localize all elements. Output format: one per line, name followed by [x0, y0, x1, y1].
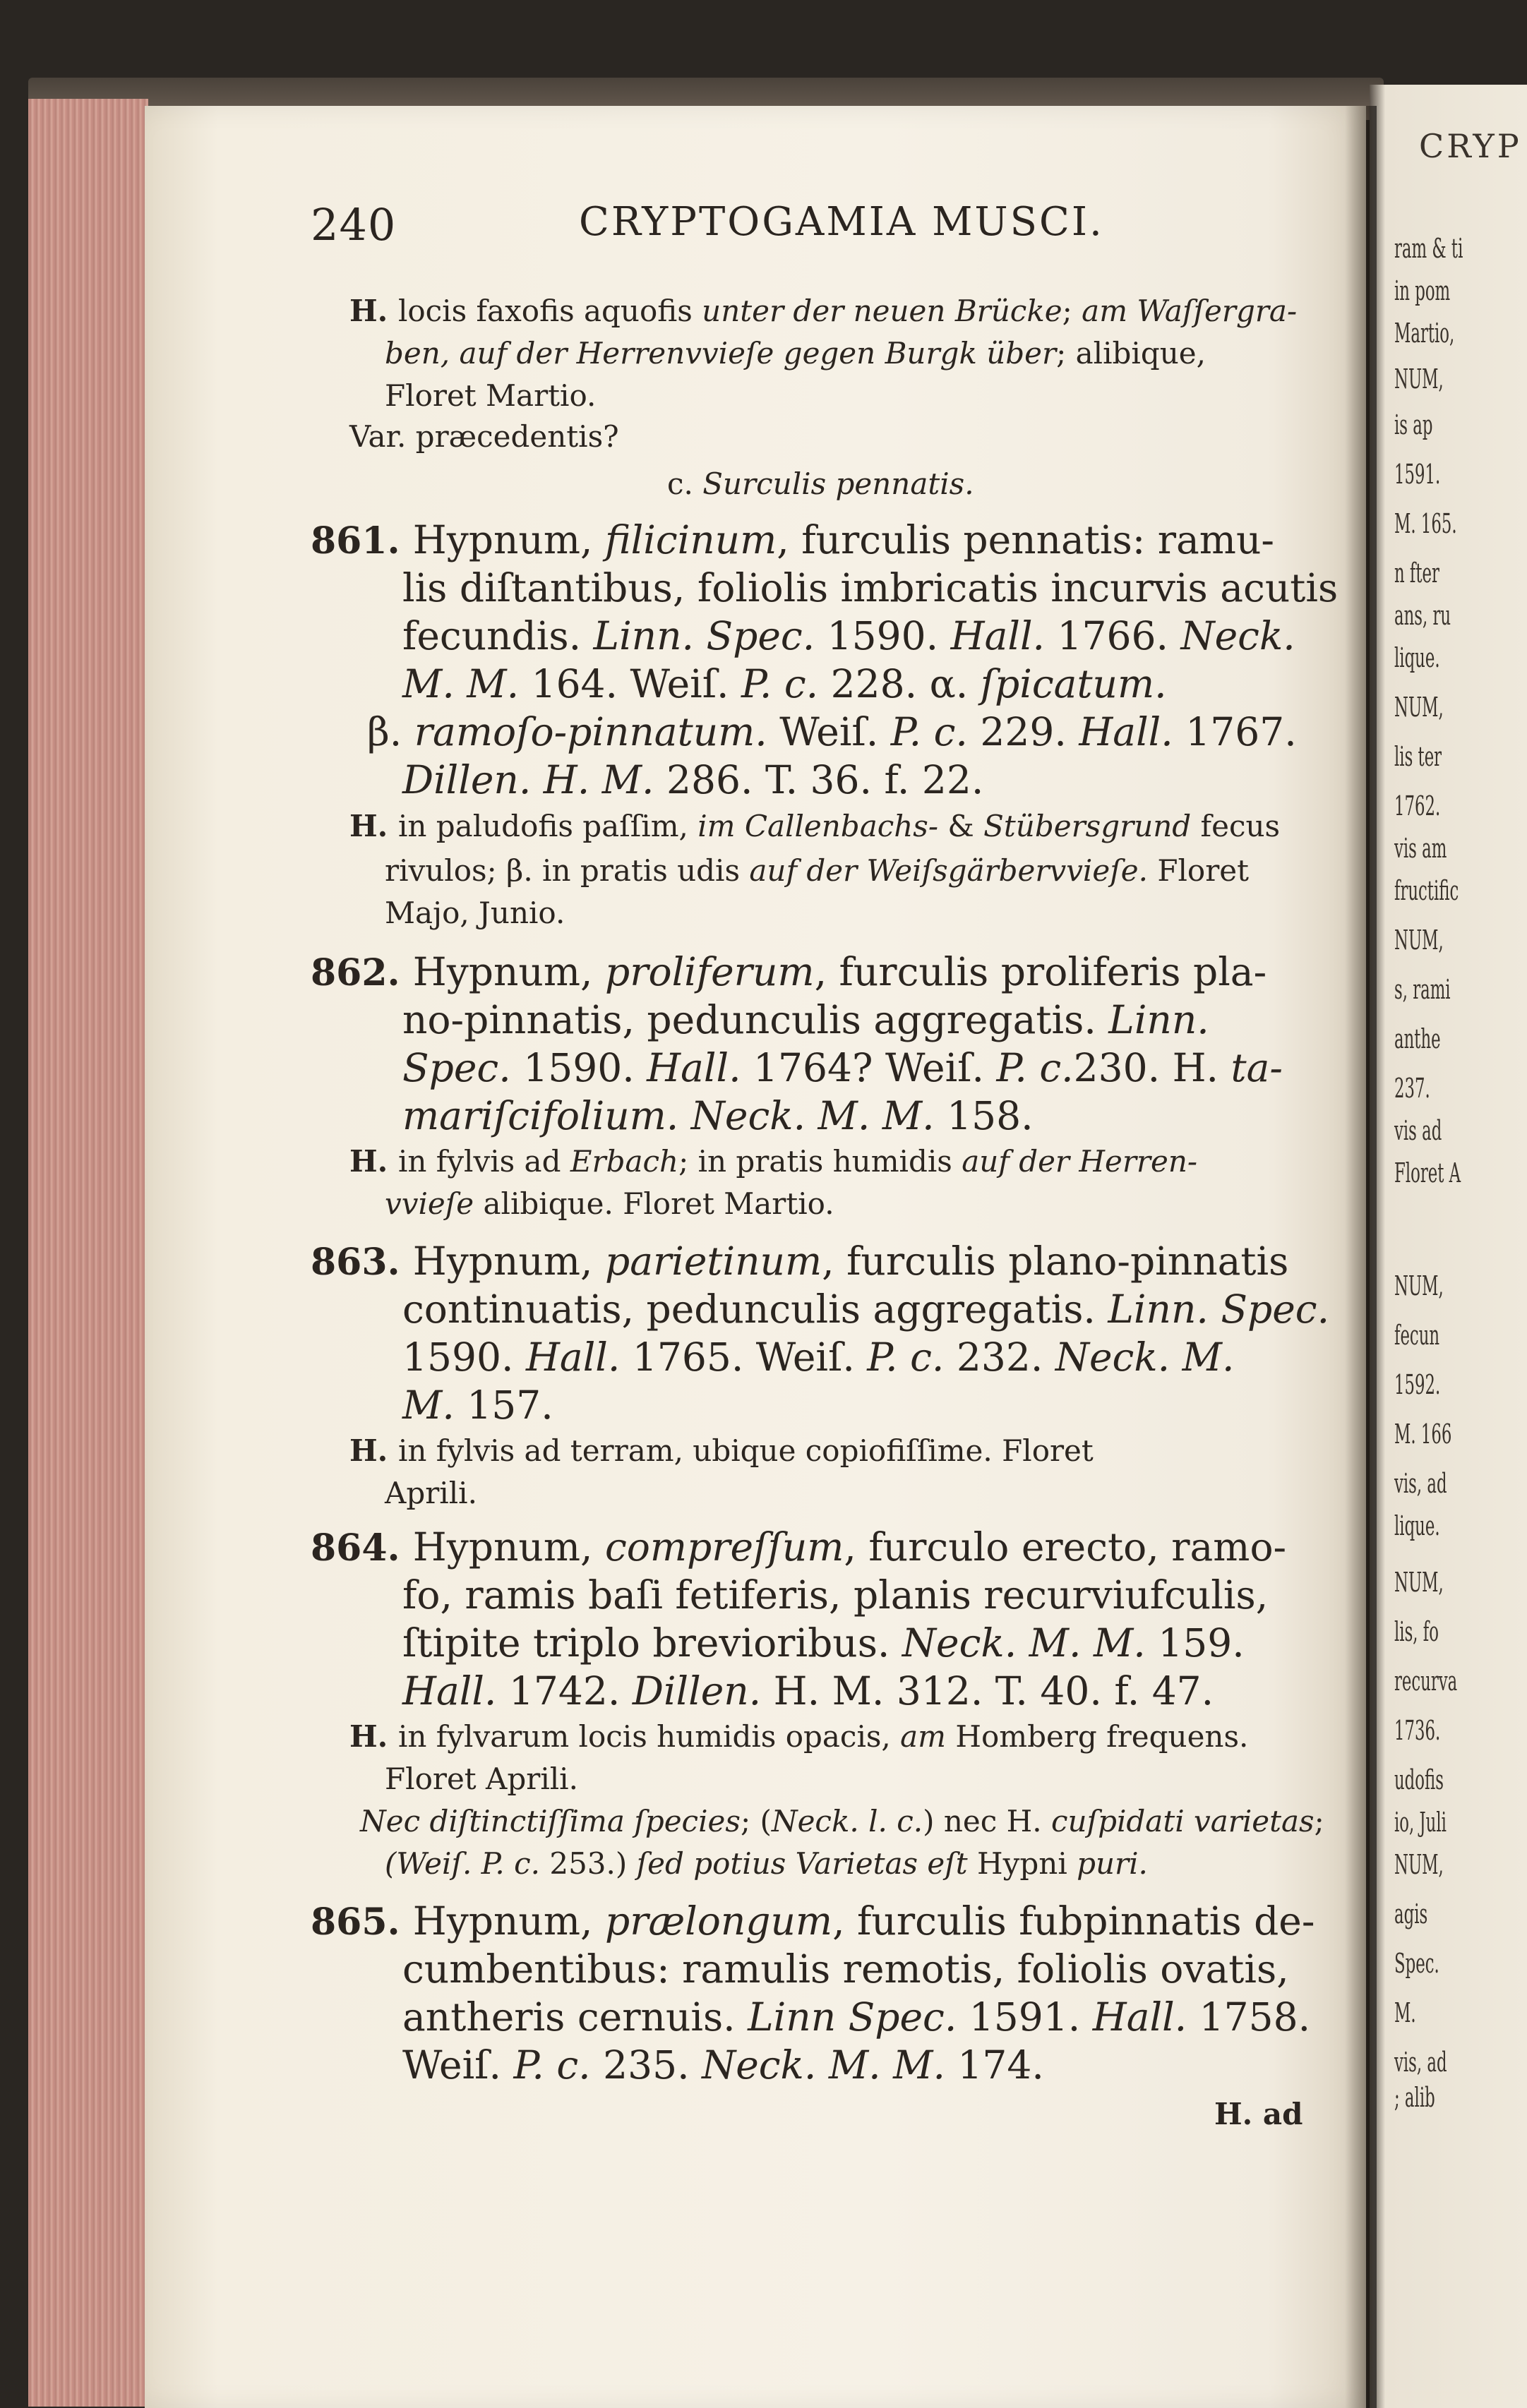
- text-span: auf der Weiſsgärbervvieſe.: [749, 853, 1148, 888]
- text-span: Hypni: [967, 1846, 1077, 1881]
- text-span: antheris cernuis.: [402, 1994, 748, 2040]
- text-span: unter der neuen Brücke: [702, 294, 1062, 328]
- text-span: H.: [349, 1719, 398, 1754]
- text-line: [349, 1144, 1198, 1179]
- text-span: 286. T. 36. f. 22.: [654, 757, 984, 802]
- text-span: H. M. 312. T. 40. f. 47.: [761, 1668, 1214, 1714]
- text-span: Erbach: [570, 1144, 679, 1179]
- text-line: [402, 1994, 1311, 2040]
- text-span: prælongum: [604, 1898, 833, 1944]
- text-span: Dillen. H. M.: [402, 757, 654, 802]
- entry-number: 861.: [311, 519, 413, 562]
- text-line: [349, 809, 1281, 843]
- next-page-fragment: recurva: [1394, 1666, 1458, 1697]
- next-page-fragment: lique.: [1394, 642, 1440, 673]
- text-span: Neck. M. M.: [902, 1620, 1146, 1666]
- text-span: Neck. l. c.: [771, 1804, 923, 1838]
- next-page-fragment: is ap: [1394, 409, 1433, 440]
- page-block-edge: [28, 99, 148, 2407]
- text-span: 159.: [1145, 1620, 1245, 1666]
- text-span: ; alibique,: [1056, 336, 1206, 371]
- text-span: H.: [349, 809, 398, 843]
- text-span: no-pinnatis, pedunculis aggregatis.: [402, 997, 1109, 1042]
- next-page-fragment: NUM,: [1394, 1270, 1444, 1301]
- text-span: 229.: [967, 709, 1079, 754]
- text-span: 1590.: [815, 613, 951, 658]
- next-page-fragment: 1762.: [1394, 790, 1441, 821]
- text-span: Linn. Spec.: [593, 613, 815, 658]
- text-span: Majo, Junio.: [385, 896, 565, 930]
- next-page-fragment: Martio,: [1394, 318, 1455, 349]
- text-span: 1758.: [1187, 1994, 1311, 2040]
- text-span: ſpicatum.: [980, 661, 1167, 706]
- text-span: auf der Herren-: [962, 1144, 1198, 1179]
- text-line: [349, 1719, 1249, 1754]
- next-page-fragment: fecun: [1394, 1320, 1440, 1351]
- text-span: Neck. M. M.: [702, 2042, 945, 2088]
- text-span: Linn.: [1108, 997, 1209, 1042]
- text-span: 1765. Weiſ.: [620, 1335, 868, 1380]
- text-line: [402, 1045, 1283, 1090]
- text-span: am: [900, 1719, 947, 1754]
- next-page-fragment: fructific: [1394, 875, 1459, 906]
- text-line: [385, 378, 597, 413]
- next-page-fragment: NUM,: [1394, 1849, 1444, 1880]
- text-line: [402, 757, 984, 802]
- text-span: Weiſ.: [402, 2042, 514, 2088]
- text-line: [385, 1186, 834, 1221]
- text-span: c.: [667, 466, 703, 501]
- text-span: 228. α.: [818, 661, 981, 706]
- text-span: ; (: [740, 1804, 772, 1838]
- text-span: ) nec H.: [923, 1804, 1051, 1838]
- text-span: (Weiſ. P. c.: [385, 1846, 540, 1881]
- text-span: alibique. Floret Martio.: [474, 1186, 834, 1221]
- text-span: Hall.: [1092, 1994, 1187, 2040]
- next-page-fragment: s, rami: [1394, 974, 1451, 1005]
- text-line: [385, 336, 1206, 371]
- next-page-fragment: lis, fo: [1394, 1616, 1439, 1647]
- text-line: [667, 466, 974, 501]
- next-page-fragment: udofis: [1394, 1764, 1444, 1795]
- text-span: Homberg frequens.: [946, 1719, 1249, 1754]
- text-span: Hypnum,: [412, 517, 605, 562]
- text-line: [402, 1335, 1235, 1380]
- text-span: ſtipite triplo brevioribus.: [402, 1620, 902, 1666]
- text-span: , furculis plano-pinnatis: [822, 1239, 1289, 1284]
- text-span: Hall.: [647, 1045, 741, 1090]
- right-page-fragment: [1370, 85, 1527, 2408]
- next-page-fragment: ; alib: [1394, 2082, 1435, 2113]
- text-span: 1591.: [957, 1994, 1093, 2040]
- text-span: vvieſe: [385, 1186, 474, 1221]
- text-span: Hypnum,: [412, 1898, 605, 1944]
- text-line: [402, 1946, 1289, 1992]
- text-span: 174.: [945, 2042, 1044, 2088]
- text-span: M.: [402, 1383, 455, 1428]
- next-page-fragment: NUM,: [1394, 363, 1444, 395]
- text-span: Neck. M.: [1055, 1335, 1235, 1380]
- page-number: 240: [311, 199, 397, 251]
- text-span: in paludofis paſſim,: [397, 809, 698, 843]
- text-span: β.: [367, 709, 414, 754]
- text-line: [385, 853, 1250, 888]
- next-page-fragment: vis ad: [1394, 1115, 1442, 1146]
- text-line: [311, 949, 1267, 994]
- text-line: [311, 1898, 1315, 1944]
- text-span: Aprili.: [385, 1476, 477, 1510]
- text-span: in fylvis ad terram, ubique copiofiſſime. Floret: [397, 1433, 1094, 1468]
- text-span: 253.): [540, 1846, 637, 1881]
- text-span: P. c.: [741, 661, 819, 706]
- text-span: mariſcifolium. Neck. M. M.: [402, 1093, 935, 1138]
- text-span: Neck.: [1180, 613, 1295, 658]
- entry-number: 864.: [311, 1527, 413, 1570]
- text-span: ſed potius Varietas eſt: [636, 1846, 968, 1881]
- text-span: continuatis, pedunculis aggregatis.: [402, 1287, 1108, 1332]
- text-span: 158.: [934, 1093, 1034, 1138]
- text-span: 164. Weiſ.: [519, 661, 742, 706]
- entry-number: 862.: [311, 951, 413, 994]
- text-span: 232.: [944, 1335, 1055, 1380]
- text-span: Floret Aprili.: [385, 1762, 578, 1796]
- text-span: Hall.: [950, 613, 1046, 658]
- text-span: , furculo erecto, ramo-: [844, 1524, 1287, 1570]
- text-span: cumbentibus: ramulis remotis, foliolis ovatis,: [402, 1946, 1289, 1992]
- next-page-fragment: 237.: [1394, 1073, 1430, 1104]
- text-span: fecus: [1191, 809, 1281, 843]
- text-span: filicinum: [604, 517, 777, 562]
- text-span: 1742.: [496, 1668, 633, 1714]
- next-page-fragment: NUM,: [1394, 925, 1444, 956]
- next-page-fragment: NUM,: [1394, 692, 1444, 723]
- next-page-fragment: ans, ru: [1394, 600, 1451, 631]
- text-span: , furculis fubpinnatis de-: [832, 1898, 1315, 1944]
- text-line: [349, 296, 1297, 326]
- next-page-fragment: io, Juli: [1394, 1807, 1447, 1838]
- text-span: fo, ramis baſi fetiferis, planis recurviufculis,: [402, 1572, 1269, 1618]
- next-page-fragment: anthe: [1394, 1023, 1441, 1054]
- text-line: [311, 1239, 1289, 1284]
- next-page-fragment: M. 165.: [1394, 508, 1457, 539]
- text-span: in fylvarum locis humidis opacis,: [397, 1719, 901, 1754]
- text-span: Dillen.: [632, 1668, 762, 1714]
- text-line: [402, 613, 1295, 658]
- text-span: proliferum: [604, 949, 815, 994]
- text-line: [402, 1093, 1034, 1138]
- next-page-fragment: in pom: [1394, 275, 1451, 306]
- text-span: Floret Martio.: [385, 378, 597, 413]
- text-span: Hall.: [402, 1668, 497, 1714]
- text-span: rivulos; β. in pratis udis: [385, 853, 750, 888]
- next-page-fragment: lique.: [1394, 1510, 1440, 1541]
- text-span: Floret: [1147, 853, 1250, 888]
- next-page-fragment: 1736.: [1394, 1715, 1441, 1746]
- text-span: P. c.: [867, 1335, 945, 1380]
- next-page-fragment: NUM,: [1394, 1567, 1444, 1598]
- text-line: [1214, 2097, 1303, 2131]
- text-line: [385, 1764, 578, 1794]
- book-gutter: [1345, 106, 1377, 2408]
- text-span: 1766.: [1045, 613, 1181, 658]
- text-span: 235.: [590, 2042, 702, 2088]
- text-span: parietinum: [604, 1239, 822, 1284]
- text-line: [402, 1572, 1269, 1618]
- text-line: [385, 1846, 1148, 1881]
- text-span: Surculis pennatis.: [702, 466, 974, 501]
- text-span: im Callenbachs-: [697, 809, 939, 843]
- text-span: M. M.: [402, 661, 520, 706]
- text-line: [402, 997, 1209, 1042]
- text-span: puri.: [1077, 1846, 1148, 1881]
- text-span: Stübersgrund: [983, 809, 1192, 843]
- text-span: P. c.: [996, 1045, 1074, 1090]
- text-span: &: [938, 809, 984, 843]
- text-line: [385, 898, 565, 928]
- next-page-fragment: agis: [1394, 1898, 1428, 1930]
- next-page-fragment: lis ter: [1394, 741, 1442, 772]
- text-span: fecundis.: [402, 613, 594, 658]
- text-span: Weiſ.: [767, 709, 891, 754]
- text-span: Spec.: [402, 1045, 511, 1090]
- text-span: am Waſſergra-: [1082, 294, 1298, 328]
- text-span: H.: [349, 1433, 398, 1468]
- text-line: [402, 661, 1167, 706]
- next-page-fragment: Spec.: [1394, 1948, 1439, 1979]
- text-line: [311, 1524, 1287, 1570]
- next-page-fragment: vis, ad: [1394, 1468, 1447, 1499]
- next-page-fragment: n fter: [1394, 558, 1439, 589]
- text-span: 1764? Weiſ.: [741, 1045, 997, 1090]
- text-span: Hall.: [1079, 709, 1173, 754]
- text-line: [385, 1476, 477, 1510]
- text-span: 1590.: [510, 1045, 647, 1090]
- next-page-fragment: vis, ad: [1394, 2047, 1447, 2078]
- text-line: [402, 1620, 1245, 1666]
- text-line: [360, 1804, 1324, 1838]
- text-span: ; in pratis humidis: [678, 1144, 962, 1179]
- text-span: Linn Spec.: [748, 1994, 957, 2040]
- text-span: , furculis pennatis: ramu-: [777, 517, 1274, 562]
- text-span: ;: [1314, 1804, 1324, 1838]
- text-line: [349, 1433, 1094, 1468]
- text-line: [402, 2042, 1044, 2088]
- text-span: 1767.: [1173, 709, 1297, 754]
- text-span: 230. H.: [1073, 1045, 1231, 1090]
- next-page-running-head: CRYP: [1419, 127, 1522, 165]
- next-page-fragment: ram & ti: [1394, 233, 1463, 264]
- text-span: cuſpidati varietas: [1050, 1804, 1315, 1838]
- text-span: ta-: [1230, 1045, 1283, 1090]
- text-span: lis diſtantibus, foliolis imbricatis incurvis acutis: [402, 565, 1339, 610]
- text-span: Hypnum,: [412, 1239, 605, 1284]
- text-span: , furculis proliferis pla-: [814, 949, 1267, 994]
- next-page-fragment: 1592.: [1394, 1369, 1441, 1400]
- text-span: P. c.: [513, 2042, 591, 2088]
- next-page-fragment: 1591.: [1394, 459, 1441, 490]
- text-span: 157.: [454, 1383, 553, 1428]
- text-span: Var. præcedentis?: [349, 419, 619, 454]
- text-span: Linn. Spec.: [1108, 1287, 1330, 1332]
- text-span: H. ad: [1214, 2097, 1303, 2131]
- text-line: [311, 517, 1274, 562]
- entry-number: 863.: [311, 1241, 413, 1284]
- text-span: ;: [1062, 294, 1082, 328]
- text-line: [367, 709, 1297, 754]
- text-line: [402, 565, 1339, 610]
- next-page-fragment: vis am: [1394, 833, 1447, 864]
- text-line: [402, 1287, 1330, 1332]
- text-span: 1590.: [402, 1335, 526, 1380]
- next-page-fragment: Floret A: [1394, 1157, 1461, 1188]
- text-span: Hypnum,: [412, 1524, 605, 1570]
- text-span: in fylvis ad: [397, 1144, 570, 1179]
- text-span: ramoſo-pinnatum.: [414, 709, 767, 754]
- text-span: H.: [349, 1144, 398, 1179]
- text-span: locis faxofis aquofis: [397, 294, 702, 328]
- text-span: Nec diſtinctiſſima ſpecies: [360, 1804, 741, 1838]
- text-span: Hall.: [525, 1335, 621, 1380]
- next-page-fragment: M. 166: [1394, 1419, 1452, 1450]
- text-line: [349, 419, 619, 454]
- text-span: compreſſum: [604, 1524, 844, 1570]
- text-span: Hypnum,: [412, 949, 605, 994]
- text-span: ben, auf der Herrenvvieſe gegen Burgk über: [385, 336, 1057, 371]
- entry-number: 865.: [311, 1901, 413, 1944]
- running-head: CRYPTOGAMIA MUSCI.: [579, 199, 1104, 245]
- text-line: [402, 1668, 1214, 1714]
- text-line: [402, 1383, 553, 1428]
- text-span: H.: [349, 294, 398, 328]
- text-span: P. c.: [890, 709, 968, 754]
- next-page-fragment: M.: [1394, 1997, 1416, 2028]
